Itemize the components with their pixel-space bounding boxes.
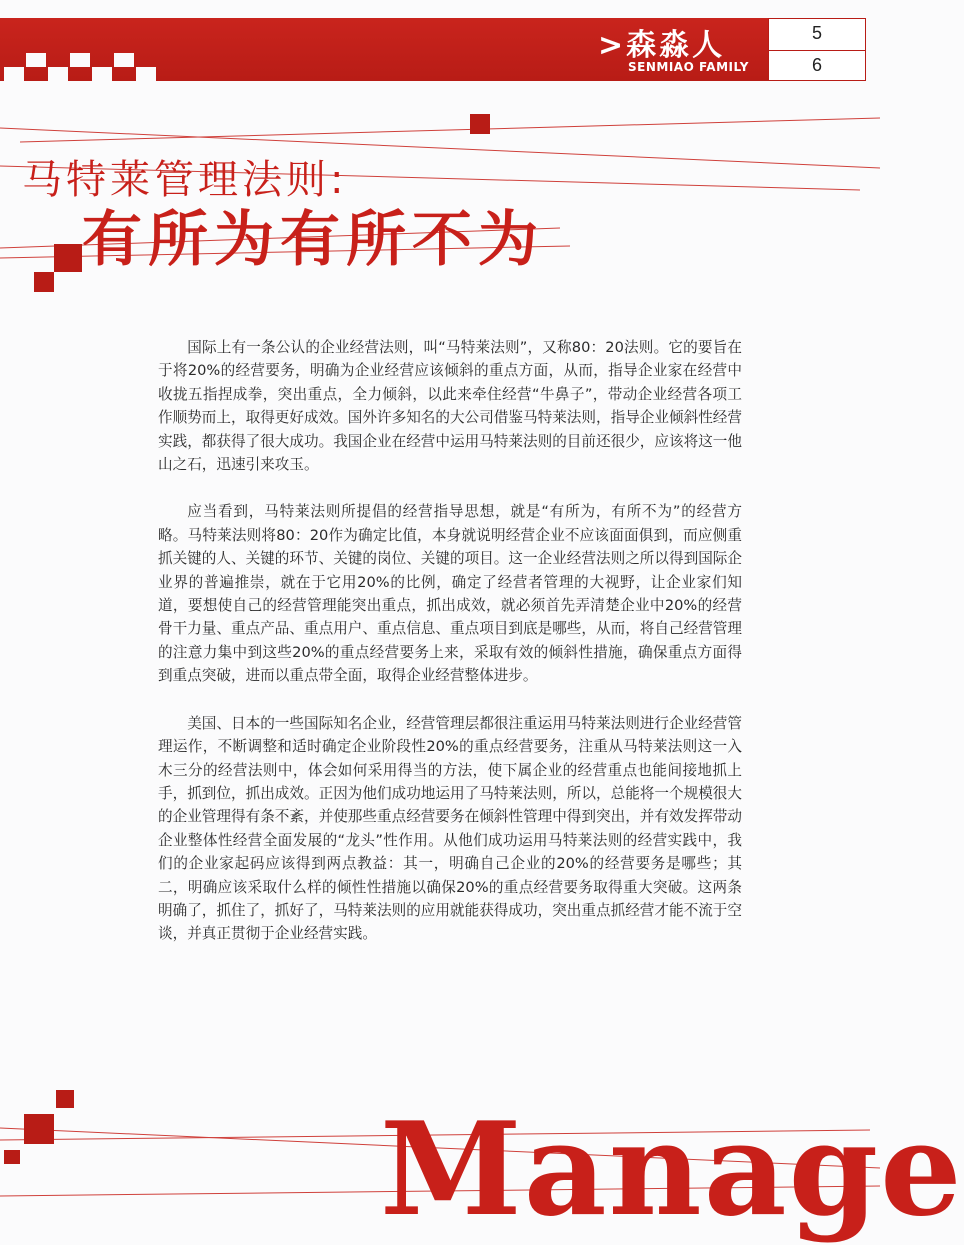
page-number-bottom: 6 [811,55,822,75]
article-body [158,336,742,970]
decor-square [24,1114,54,1144]
brand-name-en: SENMIAO FAMILY [628,60,749,74]
article-paragraph: 国际上有一条公认的企业经营法则，叫“马特莱法则”，又称80：20法则。它的要旨在于将20%的经营要务，明确为企业经营应该倾斜的重点方面，从而，指导企业家在经营中收拢五指捏成拳，突出重点，全力倾斜，以此来牵住经营“牛鼻子”，带动企业经营各项工作顺势而上，取得更好成效。国外许多知名的大公司借鉴马特莱法则，指导企业倾斜性经营实践，都获得了很大成功。我国企业在经营中运用马特莱法则的目前还很少，应该将这一他山之石，迅速引来攻玉。 [158,339,742,474]
chevron-right-icon: > [598,28,627,63]
decor-square [470,114,490,134]
article-subtitle: 马特莱管理法则: [22,157,348,203]
article-title: 有所为有所不为 [82,205,544,275]
decor-square [34,272,54,292]
article-paragraph: 美国、日本的一些国际知名企业，经营管理层都很注重运用马特莱法则进行企业经营管理运作，不断调整和适时确定企业阶段性20%的重点经营要务，注重从马特莱法则这一入木三分的经营法则中，体会如何采用得当的方法，使下属企业的经营重点也能间接地抓上手，抓到位，抓出成效。正因为他们成功地运用了马特莱法则，所以，总能将一个规模很大的企业管理得有条不紊，并使那些重点经营要务在倾斜性管理中得到突出，并有效发挥带动企业整体性经营全面发展的“龙头”性作用。从他们成功运用马特莱法则的经营实践中，我们的企业家起码应该得到两点教益：其一，明确自己企业的20%的经营要务是哪些；其二，明确应该采取什么样的倾性性措施以确保20%的重点经营要务取得重大突破。这两条明确了，抓住了，抓好了，马特莱法则的应用就能获得成功，突出重点抓经营才能不流于空谈，并真正贯彻于企业经营实践。 [158,714,742,943]
decor-square [54,244,82,272]
decorative-manage-word: Manage [380,1095,964,1245]
decor-square [4,1150,20,1164]
brand-name-cn: 森淼人 [626,28,726,63]
decor-square [56,1090,74,1108]
article-paragraph: 应当看到，马特莱法则所提倡的经营指导思想，就是“有所为，有所不为”的经营方略。马特莱法则将80：20作为确定比值，本身就说明经营企业不应该面面俱到，而应侧重抓关键的人、关键的环节、关键的岗位、关键的项目。这一企业经营法则之所以得到国际企业界的普遍推崇，就在于它用20%的比例，确定了经营者管理的大视野，让企业家们知道，要想使自己的经营管理能突出重点，抓出成效，就必须首先弄清楚企业中20%的经营骨干力量、重点产品、重点用户、重点信息、重点项目到底是哪些，从而，将自己经营管理的注意力集中到这些20%的重点经营要务上来，采取有效的倾斜性措施，确保重点方面得到重点突破，进而以重点带全面，取得企业经营整体进步。 [158,503,742,685]
page-number-top: 5 [811,23,822,43]
